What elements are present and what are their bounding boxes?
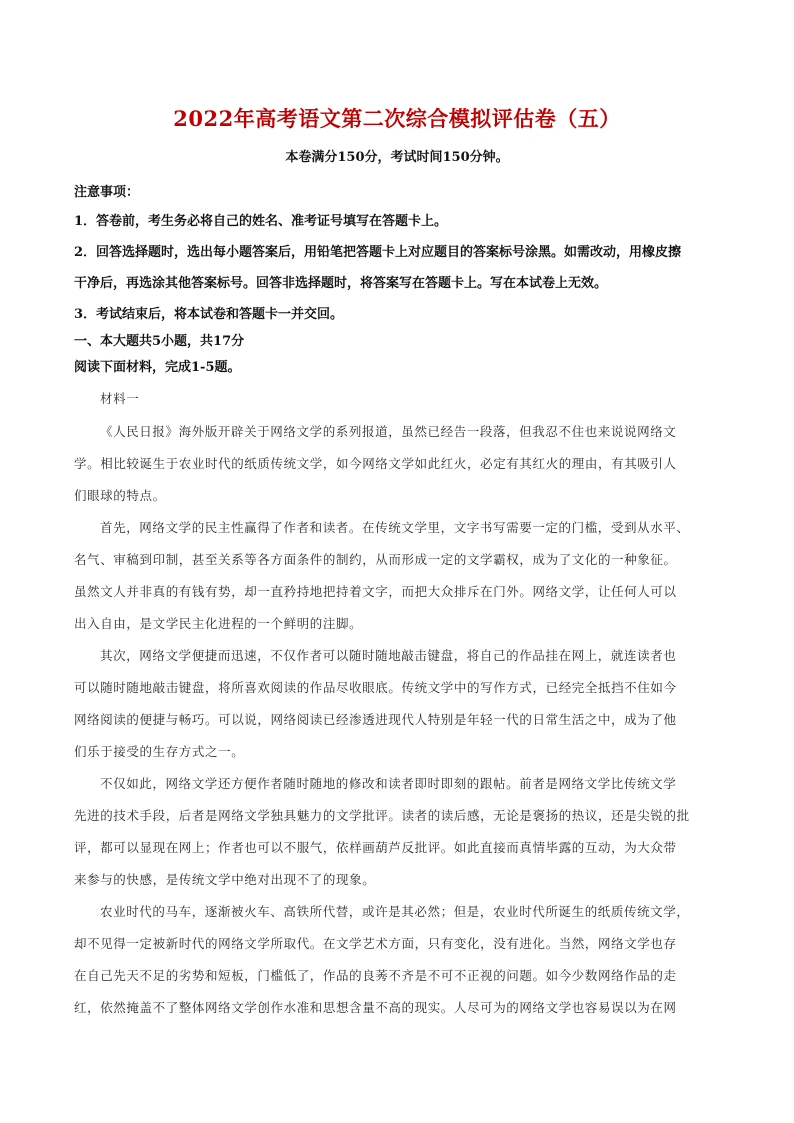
material-label: 材料一: [100, 391, 140, 406]
notice-item-2-line-2: 干净后，再选涂其他答案标号。回答非选择题时，将答案写在答题卡上。写在本试卷上无效。: [74, 276, 608, 291]
material-line: 《人民日报》海外版开辟关于网络文学的系列报道，虽然已经告一段落，但我忍不住也来说说网络文: [100, 424, 677, 439]
notice-item-2-line-1: 2．回答选择题时，选出每小题答案后，用铅笔把答题卡上对应题目的答案标号涂黑。如需改动，用橡皮擦: [74, 245, 682, 260]
notice-heading: 注意事项：: [74, 185, 140, 200]
material-line: 其次，网络文学便捷而迅速，不仅作者可以随时随地敲击键盘，将自己的作品挂在网上，就连读者也: [100, 648, 677, 663]
material-line: 来参与的快感，是传统文学中绝对出现不了的现象。: [74, 872, 376, 887]
material-line: 在自己先天不足的劣势和短板，门槛低了，作品的良莠不齐是不可不正视的问题。如今少数网络作品的走: [74, 968, 677, 983]
material-line: 网络阅读的便捷与畅巧。可以说，网络阅读已经渗透进现代人特别是年轻一代的日常生活之中，成为了他: [74, 712, 677, 727]
material-line: 却不见得一定被新时代的网络文学所取代。在文学艺术方面，只有变化，没有进化。当然，网络文学也存: [74, 936, 677, 951]
material-line: 学。相比较诞生于农业时代的纸质传统文学，如今网络文学如此红火，必定有其红火的理由，有其吸引人: [74, 456, 677, 471]
exam-info: 本卷满分150分，考试时间150分钟。: [285, 150, 509, 165]
material-line: 们眼球的特点。: [74, 488, 166, 503]
section-instruction: 阅读下面材料，完成1-5题。: [74, 360, 241, 375]
material-line: 名气、审稿到印制，甚至关系等各方面条件的制约，从而形成一定的文学霸权，成为了文化的一种象征。: [74, 552, 677, 567]
section-heading: 一、本大题共5小题，共17分: [74, 334, 245, 349]
material-line: 先进的技术手段，后者是网络文学独具魅力的文学批评。读者的读后感，无论是褒扬的热议，还是尖锐的批: [74, 808, 690, 823]
notice-item-3: 3．考试结束后，将本试卷和答题卡一并交回。: [74, 307, 344, 322]
material-line: 评，都可以显现在网上；作者也可以不服气，依样画葫芦反批评。如此直接而真情毕露的互动，为大众带: [74, 840, 677, 855]
material-line: 首先，网络文学的民主性赢得了作者和读者。在传统文学里，文字书写需要一定的门槛，受到从水平、: [100, 520, 690, 535]
material-line: 可以随时随地敲击键盘，将所喜欢阅读的作品尽收眼底。传统文学中的写作方式，已经完全抵挡不住如今: [74, 680, 677, 695]
material-line: 农业时代的马车，逐渐被火车、高铁所代替，或许是其必然；但是，农业时代所诞生的纸质传统文学，: [100, 904, 690, 919]
material-line: 红，依然掩盖不了整体网络文学创作水准和思想含量不高的现实。人尽可为的网络文学也容易误以为在网: [74, 1000, 677, 1015]
page-title: 2022年高考语文第二次综合模拟评估卷（五）: [173, 106, 621, 131]
material-line: 虽然文人并非真的有钱有势，却一直矜持地把持着文字，而把大众排斥在门外。网络文学，让任何人可以: [74, 584, 677, 599]
material-line: 不仅如此，网络文学还方便作者随时随地的修改和读者即时即刻的跟帖。前者是网络文学比传统文学: [100, 776, 677, 791]
material-line: 们乐于接受的生存方式之一。: [74, 744, 245, 759]
material-line: 出入自由，是文学民主化进程的一个鲜明的注脚。: [74, 616, 363, 631]
notice-item-1: 1．答卷前，考生务必将自己的姓名、准考证号填写在答题卡上。: [74, 214, 448, 229]
